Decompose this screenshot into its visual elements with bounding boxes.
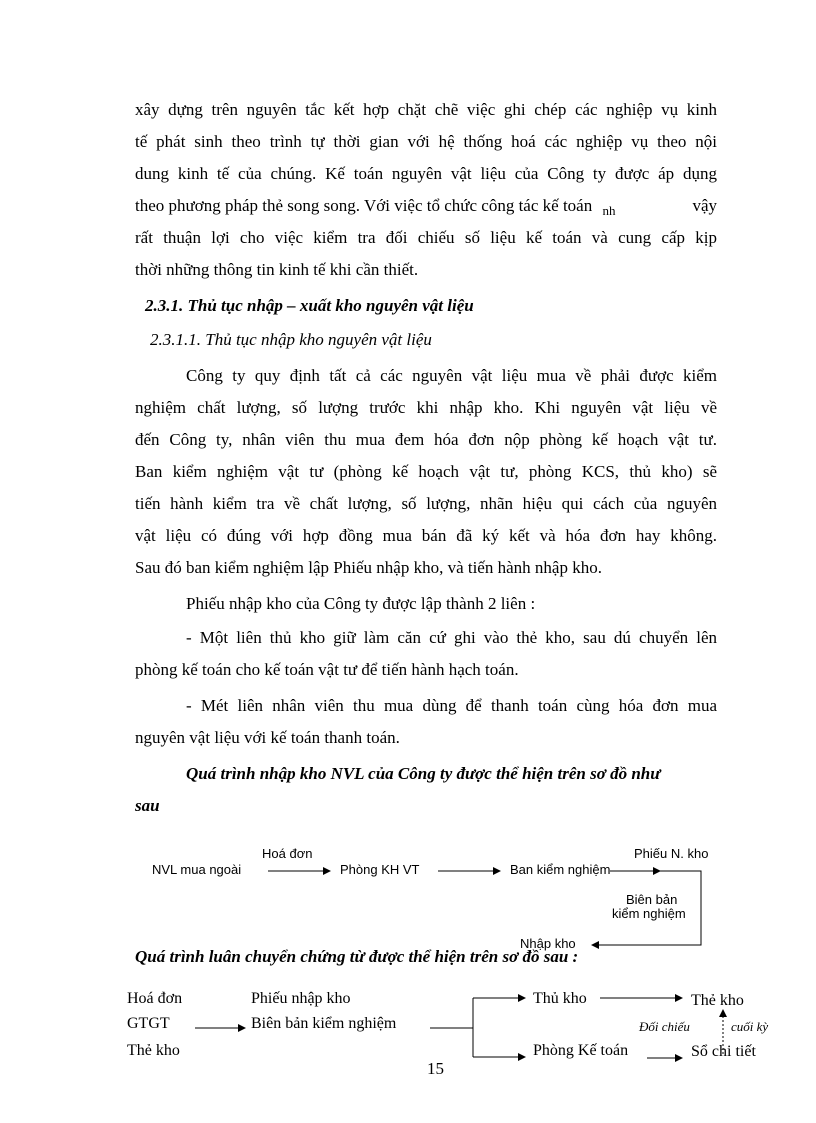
flow2-doi-chieu: Đối chiếu [639, 1019, 690, 1034]
intro-line-2: tế phát sinh theo trình tự thời gian với hệ thống hoá các nghiệp vụ theo nội [135, 132, 717, 151]
flow1-return-arrow [592, 871, 701, 945]
flow1-nvl-mua-ngoai: NVL mua ngoài [152, 862, 242, 877]
section-heading: 2.3.1. Thủ tục nhập – xuất kho nguyên vật liệu [145, 296, 474, 315]
body-line-5: tiến hành kiểm tra về chất lượng, số lượng, nhãn hiệu qui cách của nguyên [135, 494, 717, 513]
flow2-cuoi-ky: cuối kỳ [731, 1019, 769, 1034]
flow1-phieu-n-kho: Phiếu N. kho [634, 846, 709, 861]
intro-line-5: rất thuận lợi cho việc kiểm tra đối chiếu số liệu kế toán và cung cấp kịp [135, 228, 717, 247]
flow2-the-kho-left: Thẻ kho [127, 1042, 180, 1059]
body-line-8: Phiếu nhập kho của Công ty được lập thành 2 liên : [186, 594, 536, 613]
body-line-2: nghiệm chất lượng, số lượng trước khi nhập kho. Khi nguyên vật liệu về [135, 398, 717, 417]
intro-line-4-text: theo phương pháp thẻ song song. Với việc tổ chức công tác kế toán [135, 196, 593, 215]
page-number: 15 [427, 1059, 444, 1078]
flow2-hoa-don: Hoá đơn [127, 990, 183, 1007]
flow2-bien-ban: Biên bản kiểm nghiệm [251, 1015, 397, 1032]
intro-line-1: xây dựng trên nguyên tắc kết hợp chặt chẽ việc ghi chép các nghiệp vụ kinh [135, 100, 717, 119]
flow1-nhap-kho: Nhập kho [520, 936, 576, 951]
intro-line-3: dung kinh tế của chúng. Kế toán nguyên vật liệu của Công ty được áp dụng [135, 164, 717, 183]
intro-line-4-end: vậy [692, 196, 717, 215]
flow1-kiem-nghiem: kiểm nghiệm [612, 906, 686, 921]
flow2-so-chi-tiet: Sổ chi tiết [691, 1043, 756, 1060]
flow1-bien-ban: Biên bản [626, 892, 678, 907]
body-line-1: Công ty quy định tất cả các nguyên vật liệu mua về phải được kiểm [186, 366, 717, 385]
flow2-phieu-nhap-kho: Phiếu nhập kho [251, 990, 351, 1007]
body-line-11: - Mét liên nhân viên thu mua dùng để thanh toán cùng hóa đơn mua [186, 696, 717, 715]
diagram1-heading: Quá trình nhập kho NVL của Công ty được thể hiện trên sơ đồ như [186, 764, 661, 783]
diagram2-heading: Quá trình luân chuyển chứng từ được thể hiện trên sơ đồ sau : [135, 947, 579, 966]
flow2-gtgt: GTGT [127, 1015, 170, 1032]
body-line-12: nguyên vật liệu với kế toán thanh toán. [135, 728, 400, 747]
body-line-7: Sau đó ban kiểm nghiệm lập Phiếu nhập kho, và tiến hành nhập kho. [135, 558, 602, 577]
flow2-phong-ke-toan: Phòng Kế toán [533, 1042, 629, 1059]
flow1-ban-kiem-nghiem: Ban kiểm nghiệm [510, 862, 611, 877]
flow1-hoa-don: Hoá đơn [262, 846, 313, 861]
intro-line-4-small: nh [602, 203, 616, 218]
body-line-4: Ban kiểm nghiệm vật tư (phòng kế hoạch vật tư, phòng KCS, thủ kho) sẽ [135, 462, 717, 481]
body-line-9: - Một liên thủ kho giữ làm căn cứ ghi vào thẻ kho, sau dú chuyển lên [186, 628, 717, 647]
flow1-phong-kh-vt: Phòng KH VT [340, 862, 420, 877]
body-line-3: đến Công ty, nhân viên thu mua đem hóa đơn nộp phòng kế hoạch vật tư. [135, 430, 717, 449]
intro-line-6: thời những thông tin kinh tế khi cần thiết. [135, 260, 419, 279]
flow2-the-kho-right: Thẻ kho [691, 992, 744, 1009]
body-line-6: vật liệu có đúng với hợp đồng mua bán đã ký kết và hóa đơn hay không. [135, 526, 717, 545]
diagram1-heading-cont: sau [135, 796, 160, 815]
body-line-10: phòng kế toán cho kế toán vật tư để tiến hành hạch toán. [135, 660, 519, 679]
subsection-heading: 2.3.1.1. Thủ tục nhập kho nguyên vật liệu [150, 330, 432, 349]
flow2-thu-kho: Thủ kho [533, 990, 587, 1007]
